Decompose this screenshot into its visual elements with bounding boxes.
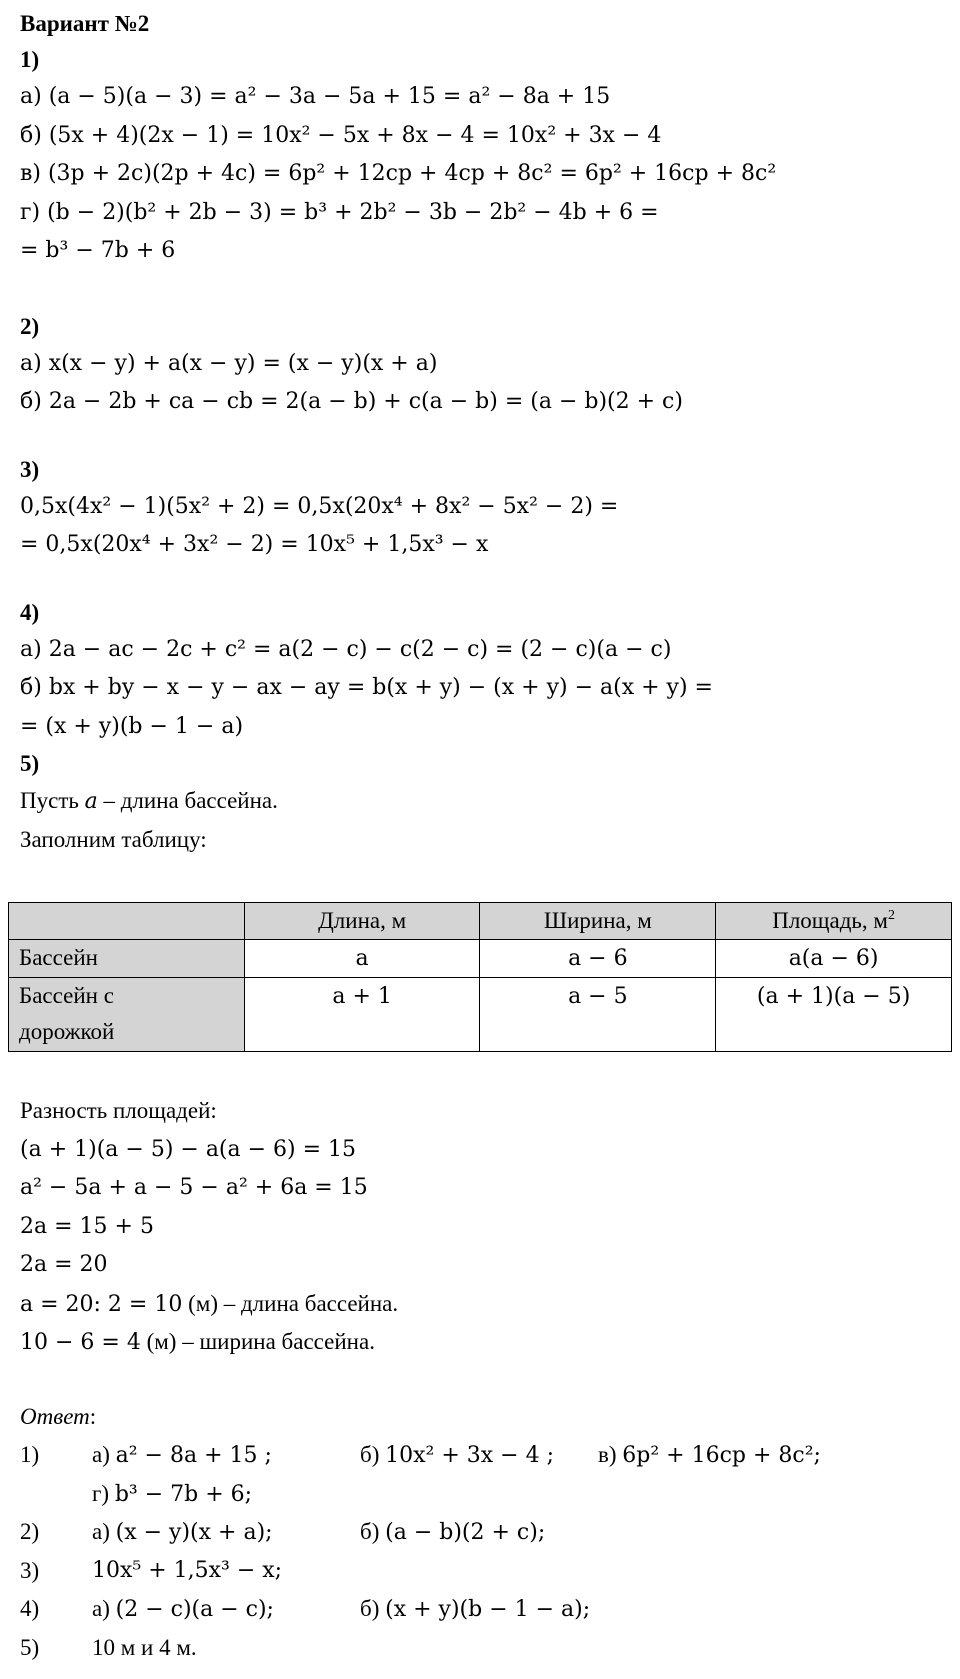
- task1-v: в) (3p + 2c)(2p + 4c) = 6p² + 12cp + 4cp + 8c² = 6p² + 16cp + 8c²: [20, 161, 777, 186]
- task1-number: 1): [20, 47, 40, 72]
- equation-5-text: (м) – длина бассейна.: [182, 1290, 399, 1316]
- task5-intro: [20, 782, 940, 821]
- equation-5: [20, 1285, 940, 1324]
- table-row-label-line1: Бассейн с: [19, 983, 114, 1008]
- equation-5-math: a = 20: 2 = 10: [20, 1291, 183, 1317]
- answer-5: 10 м и 4 м.: [92, 1634, 197, 1660]
- table-row-label-line2: дорожкой: [19, 1019, 115, 1044]
- task2-number: 2): [20, 313, 40, 339]
- table-header-length: Длина, м: [244, 903, 480, 940]
- answer-1g: b³ − 7b + 6;: [114, 1481, 253, 1507]
- answer-1-number: 1): [20, 1442, 40, 1467]
- equation-4: 2a = 20: [20, 1252, 108, 1277]
- task4-a: а) 2a − ac − 2c + c² = a(2 − c) − c(2 − c) = (2 − c)(a − c): [20, 636, 672, 662]
- answer-1b: 10x² + 3x − 4 ;: [385, 1443, 554, 1468]
- table-header-width: Ширина, м: [480, 903, 716, 940]
- equation-6: [20, 1323, 940, 1362]
- answer-1b-label: б): [360, 1442, 386, 1467]
- task5-intro-suffix: – длина бассейна.: [97, 788, 278, 813]
- answer-row-1: [20, 1436, 940, 1475]
- answer-colon: :: [89, 1403, 97, 1429]
- answer-1a: a² − 8a + 15 ;: [115, 1443, 272, 1468]
- task5-number: 5): [20, 751, 40, 776]
- task1-g-line2: = b³ − 7b + 6: [20, 238, 176, 263]
- task4-number: 4): [20, 599, 40, 625]
- table-row-label: [9, 978, 245, 1052]
- table-header-area: [716, 903, 952, 940]
- task5-solution: [20, 1092, 940, 1667]
- diff-title: Разность площадей:: [20, 1098, 217, 1123]
- task1-a: а) (a − 5)(a − 3) = a² − 3a − 5a + 15 = a² − 8a + 15: [20, 84, 611, 109]
- pool-table: [8, 902, 952, 1052]
- table-header-area-sup: 2: [887, 908, 895, 923]
- table-cell-area: (a + 1)(a − 5): [756, 984, 911, 1009]
- table-header-row: [9, 903, 952, 940]
- task2-b: б) 2a − 2b + ca − cb = 2(a − b) + c(a − b) = (a − b)(2 + c): [20, 389, 683, 414]
- answer-row-2: [20, 1513, 940, 1552]
- answer-row-1g: [20, 1475, 940, 1514]
- task3-line2: = 0,5x(20x⁴ + 3x² − 2) = 10x⁵ + 1,5x³ − x: [20, 532, 489, 557]
- table-cell-length: a: [355, 946, 369, 971]
- task3-number: 3): [20, 456, 40, 482]
- answer-4a-label: а): [92, 1596, 116, 1621]
- answer-title: Ответ: [20, 1403, 90, 1429]
- answer-row-4: [20, 1590, 940, 1629]
- equation-6-math: 10 − 6 = 4: [20, 1330, 141, 1355]
- table-cell-area: a(a − 6): [788, 946, 879, 971]
- equation-2: a² − 5a + a − 5 − a² + 6a = 15: [20, 1175, 368, 1200]
- table-cell-width: a − 6: [568, 946, 628, 971]
- task1-g-line1: г) (b − 2)(b² + 2b − 3) = b³ + 2b² − 3b − 2b² − 4b + 6 =: [20, 199, 659, 225]
- equation-6-text: (м) – ширина бассейна.: [140, 1329, 375, 1354]
- answer-3-number: 3): [20, 1557, 40, 1583]
- task4-b-line1: б) bx + by − x − y − ax − ay = b(x + y) − (x + y) − a(x + y) =: [20, 675, 713, 700]
- task3-line1: 0,5x(4x² − 1)(5x² + 2) = 0,5x(20x⁴ + 8x² − 5x² − 2) =: [20, 493, 619, 519]
- answer-2-number: 2): [20, 1519, 40, 1544]
- table-cell-length: a + 1: [332, 984, 392, 1009]
- answer-4-number: 4): [20, 1596, 40, 1621]
- equation-3: 2a = 15 + 5: [20, 1213, 154, 1239]
- table-header-empty: [9, 903, 245, 940]
- equation-1: (a + 1)(a − 5) − a(a − 6) = 15: [20, 1136, 357, 1162]
- answer-3: 10x⁵ + 1,5x³ − x;: [92, 1557, 283, 1583]
- answer-row-3: [20, 1552, 940, 1591]
- answer-heading: [20, 1398, 940, 1437]
- answer-5-number: 5): [20, 1634, 40, 1660]
- task5-fill-table: Заполним таблицу:: [20, 826, 207, 852]
- answer-1a-label: а): [92, 1442, 116, 1467]
- answer-4b: (x + y)(b − 1 − a);: [385, 1597, 591, 1622]
- answer-2b: (a − b)(2 + c);: [385, 1520, 546, 1545]
- table-row-label: Бассейн: [9, 940, 245, 978]
- answer-2b-label: б): [360, 1519, 386, 1544]
- task1-b: б) (5x + 4)(2x − 1) = 10x² − 5x + 8x − 4 = 10x² + 3x − 4: [20, 122, 662, 148]
- answer-1v: 6p² + 16cp + 8c²;: [622, 1443, 821, 1468]
- task5-intro-prefix: Пусть: [20, 788, 85, 813]
- solution-page: [20, 6, 940, 859]
- answer-2a: (x − y)(x + a);: [115, 1520, 273, 1545]
- answer-4b-label: б): [360, 1596, 386, 1621]
- table-row: [9, 978, 952, 1052]
- answer-4a: (2 − c)(a − c);: [115, 1597, 274, 1622]
- task5-intro-var: a: [84, 789, 98, 814]
- answer-1g-label: г): [92, 1480, 115, 1506]
- task4-b-line2: = (x + y)(b − 1 − a): [20, 713, 244, 739]
- answer-1v-label: в): [598, 1442, 623, 1467]
- answer-row-5: [20, 1629, 940, 1668]
- task2-a: а) x(x − y) + a(x − y) = (x − y)(x + a): [20, 350, 438, 376]
- answer-2a-label: а): [92, 1519, 116, 1544]
- table-cell-width: a − 5: [568, 984, 628, 1009]
- table-header-area-label: Площадь, м: [772, 908, 888, 933]
- variant-title: Вариант №2: [20, 11, 150, 36]
- table-row: [9, 940, 952, 978]
